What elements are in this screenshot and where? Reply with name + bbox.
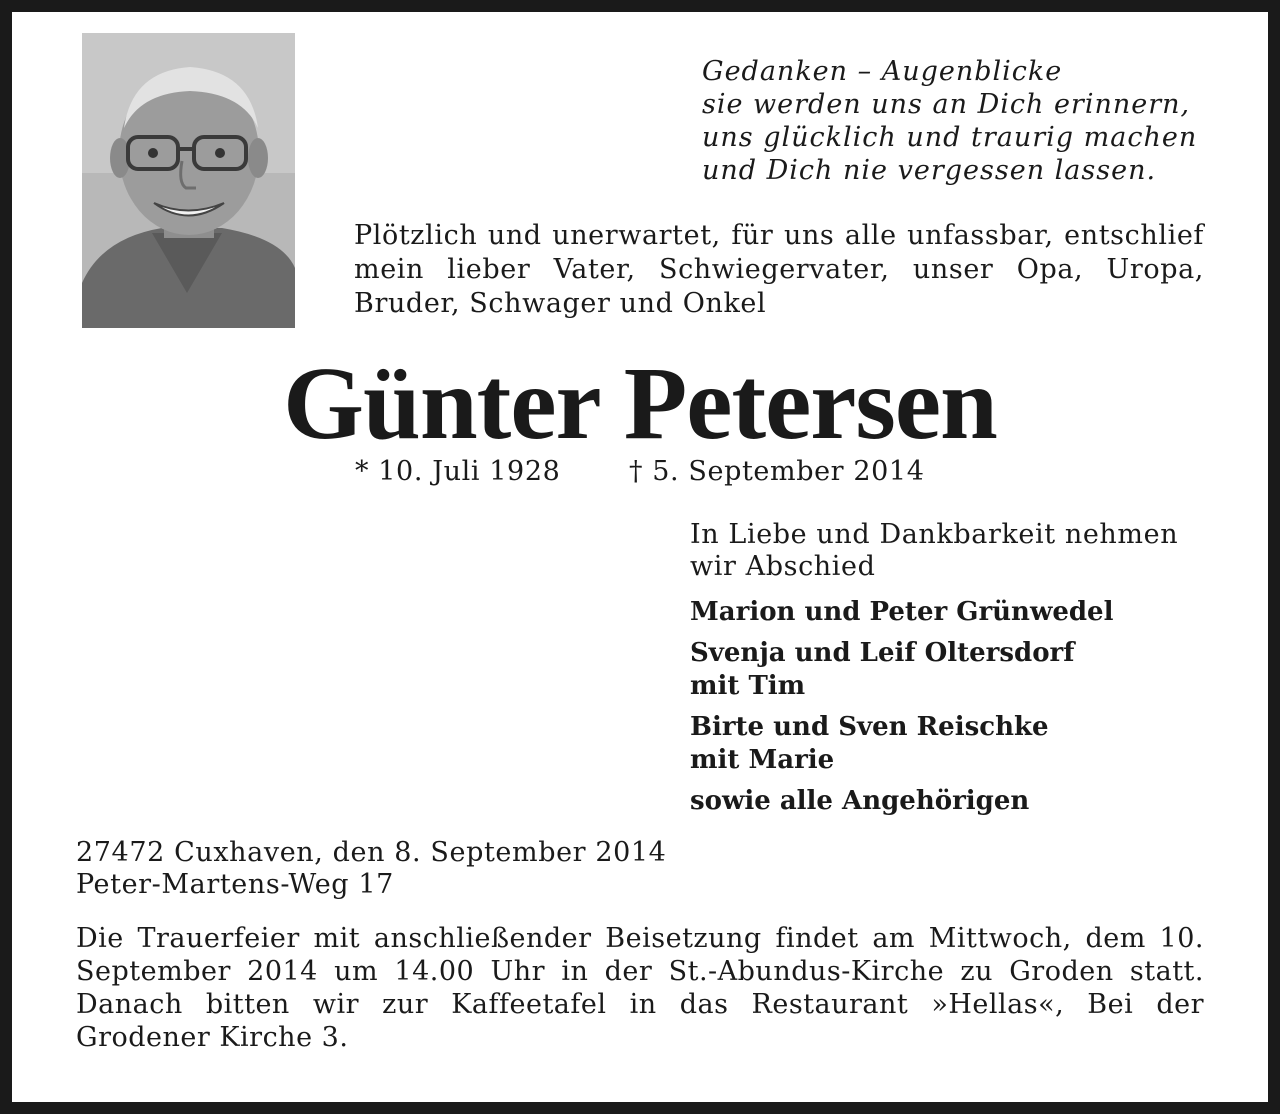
- portrait-icon: [82, 33, 295, 328]
- mourner-name: mit Marie: [690, 745, 835, 775]
- poem-line: sie werden uns an Dich erinnern,: [702, 89, 1191, 120]
- poem-line: und Dich nie vergessen lassen.: [702, 155, 1157, 186]
- ceremony-paragraph: Die Trauerfeier mit anschließender Beisetzung findet am Mittwoch, dem 10. September 2014 um 14.00 Uhr in der St.-Abundus-Kirche zu Groden statt. Danach bitten wir zur Kaffeetafel in das Restaurant »Hellas«, Bei der Grodener Kirche 3.: [76, 923, 1204, 1053]
- mourner-group: [690, 785, 1230, 818]
- portrait-photo: [82, 33, 295, 328]
- address-block: [76, 837, 666, 901]
- birth-date: * 10. Juli 1928: [355, 456, 561, 487]
- mourner-name: Svenja und Leif Oltersdorf: [690, 638, 1075, 668]
- mourner-name: Marion und Peter Grünwedel: [690, 597, 1114, 627]
- city-date: 27472 Cuxhaven, den 8. September 2014: [76, 837, 667, 868]
- mourner-name: sowie alle Angehörigen: [690, 786, 1030, 816]
- mourner-group: [690, 637, 1230, 703]
- mourner-name: mit Tim: [690, 671, 806, 701]
- deceased-name: Günter Petersen: [283, 346, 997, 461]
- farewell-text: In Liebe und Dankbarkeit nehmen wir Abschied: [690, 519, 1179, 582]
- obituary-notice: [12, 12, 1268, 1102]
- mourner-group: [690, 711, 1230, 777]
- mourner-group: [690, 596, 1230, 629]
- street-address: Peter-Martens-Weg 17: [76, 869, 394, 900]
- death-date: † 5. September 2014: [629, 456, 925, 487]
- poem-line: uns glücklich und traurig machen: [702, 122, 1198, 153]
- mourner-name: Birte und Sven Reischke: [690, 712, 1049, 742]
- poem-verse: [702, 55, 1197, 187]
- intro-paragraph: Plötzlich und unerwartet, für uns alle unfassbar, entschlief mein lieber Vater, Schwiegervater, unser Opa, Uropa, Bruder, Schwager und Onkel: [354, 220, 1204, 319]
- poem-line: Gedanken – Augenblicke: [702, 56, 1063, 87]
- mourners-list: [690, 596, 1230, 826]
